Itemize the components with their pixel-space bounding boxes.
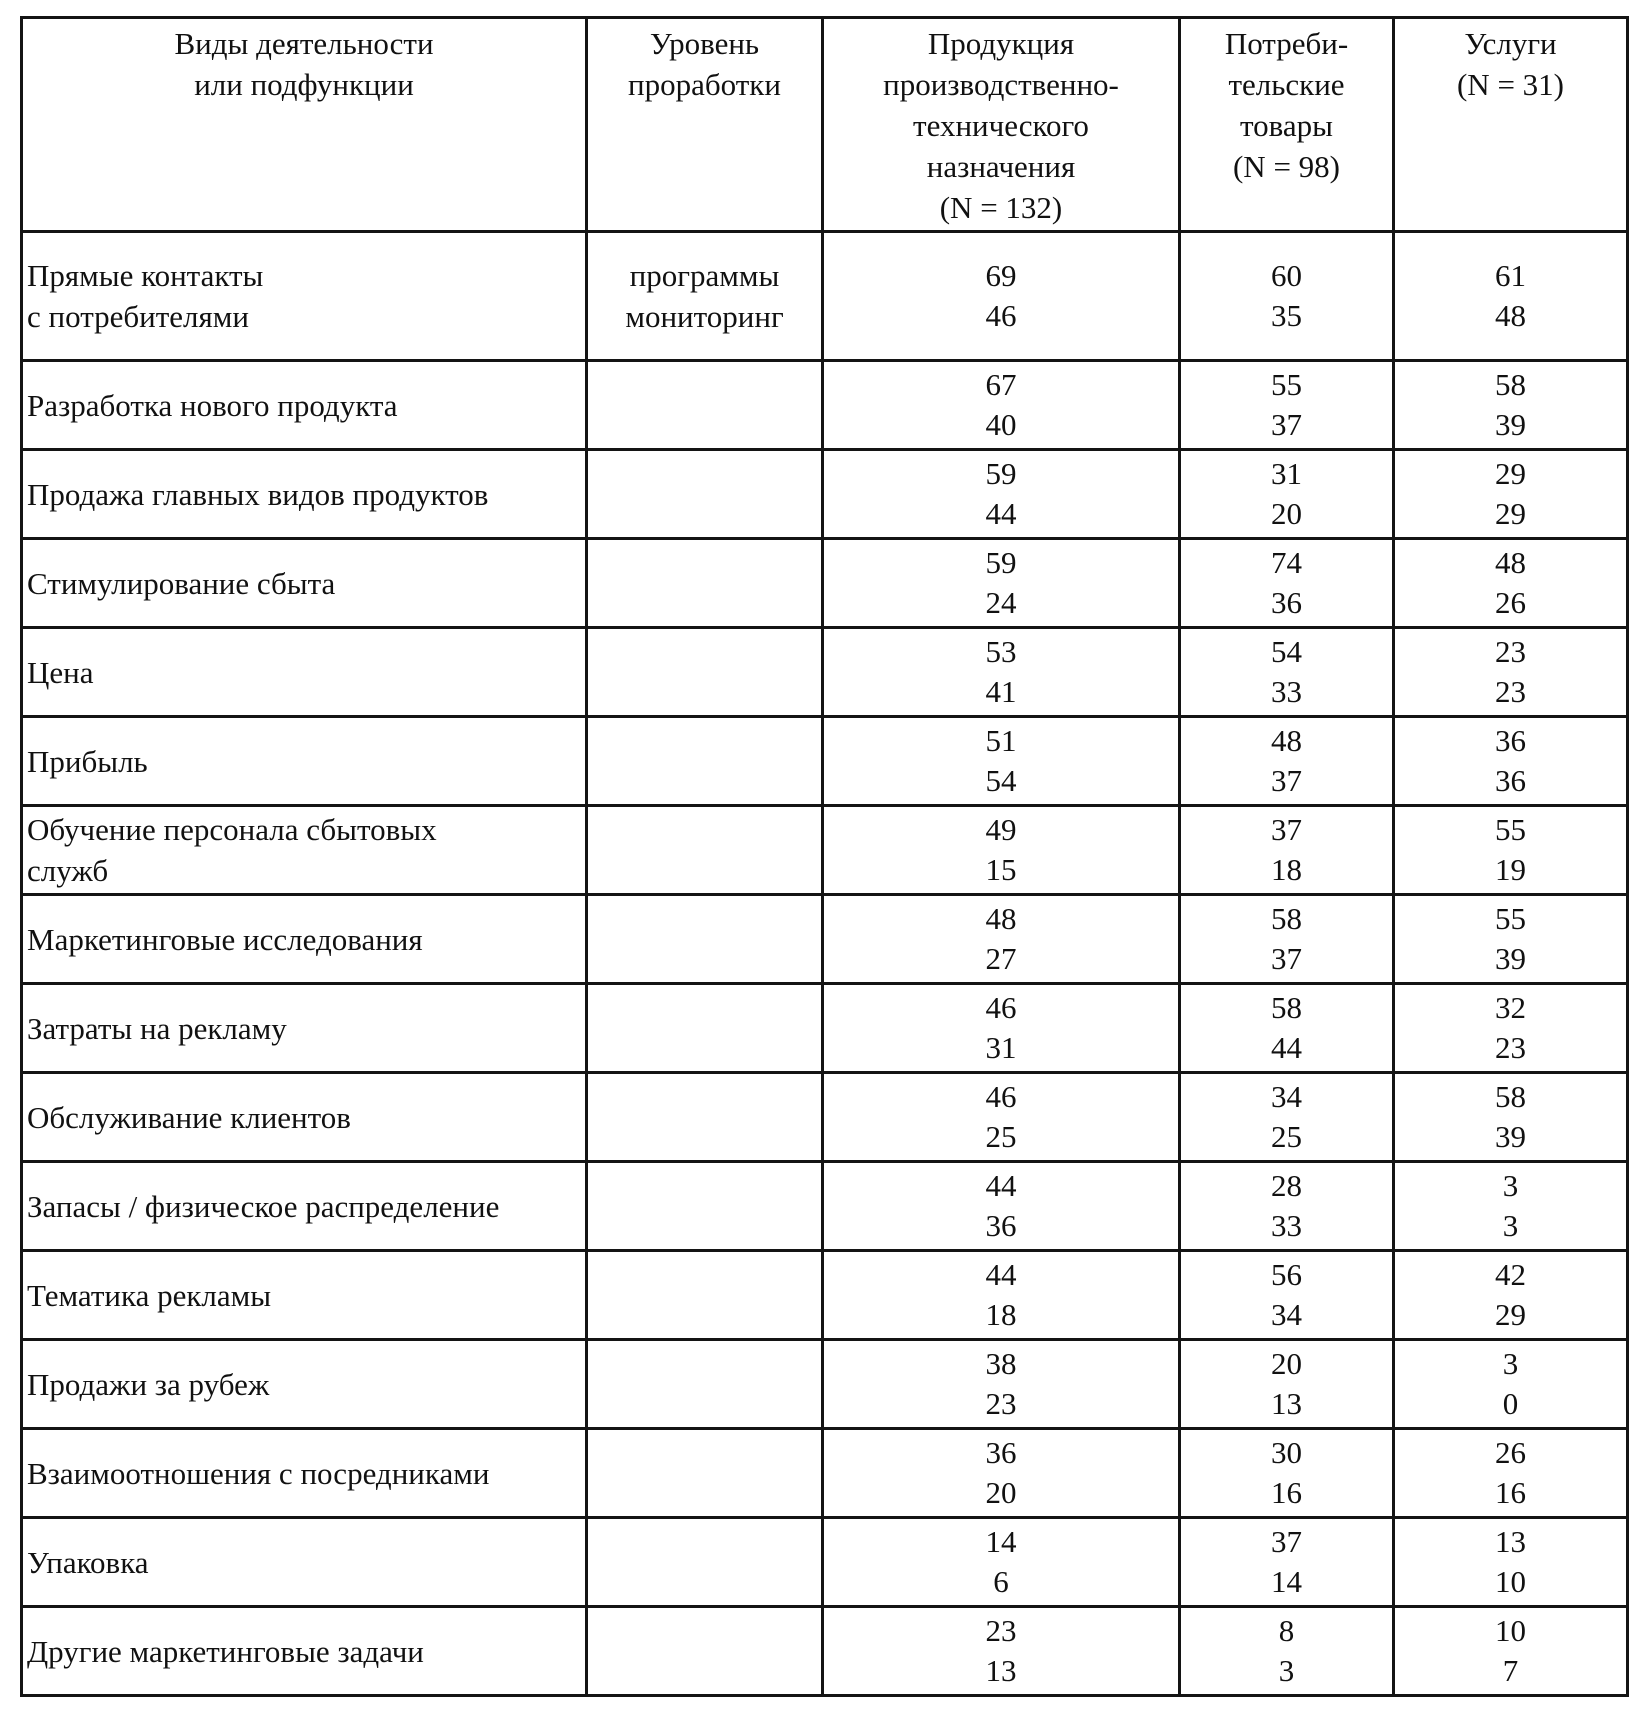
level-cell <box>587 361 823 450</box>
services-cell <box>1394 450 1628 539</box>
industrial-monitoring-value: 25 <box>985 1119 1017 1154</box>
activity-cell: Разработка нового продукта <box>22 361 587 450</box>
services-monitoring-value: 23 <box>1495 1030 1526 1065</box>
header-activity: Виды деятельности или подфункции <box>22 18 587 232</box>
services-monitoring-value: 48 <box>1495 298 1526 333</box>
industrial-cell <box>823 361 1180 450</box>
industrial-monitoring-value: 23 <box>985 1386 1017 1421</box>
consumer-cell <box>1180 1340 1394 1429</box>
services-programs-value: 36 <box>1495 723 1526 758</box>
services-cell <box>1394 1162 1628 1251</box>
industrial-monitoring-value: 54 <box>985 763 1017 798</box>
level-cell <box>587 984 823 1073</box>
activity-cell: Стимулирование сбыта <box>22 539 587 628</box>
consumer-monitoring-value: 37 <box>1271 407 1302 442</box>
header-services: Услуги (N = 31) <box>1394 18 1628 232</box>
consumer-cell <box>1180 1251 1394 1340</box>
consumer-programs-value: 60 <box>1271 258 1302 293</box>
header-industrial-products: Продукция производственно- технического назначения (N = 132) <box>823 18 1180 232</box>
industrial-cell <box>823 806 1180 895</box>
industrial-programs-value: 36 <box>985 1435 1017 1470</box>
consumer-programs-value: 20 <box>1271 1346 1302 1381</box>
services-monitoring-value: 16 <box>1495 1475 1526 1510</box>
consumer-cell <box>1180 1073 1394 1162</box>
header-consumer-goods: Потреби- тельские товары (N = 98) <box>1180 18 1394 232</box>
level-cell <box>587 628 823 717</box>
table-row <box>22 717 1628 806</box>
consumer-cell <box>1180 984 1394 1073</box>
services-programs-value: 23 <box>1495 634 1526 669</box>
table-row <box>22 1518 1628 1607</box>
services-programs-value: 55 <box>1495 901 1526 936</box>
table-row <box>22 628 1628 717</box>
consumer-monitoring-value: 20 <box>1271 496 1302 531</box>
consumer-monitoring-value: 14 <box>1271 1564 1302 1599</box>
industrial-monitoring-value: 18 <box>985 1297 1017 1332</box>
consumer-programs-value: 8 <box>1278 1613 1295 1648</box>
services-monitoring-value: 39 <box>1495 941 1526 976</box>
level-cell <box>587 1340 823 1429</box>
services-monitoring-value: 23 <box>1495 674 1526 709</box>
services-cell <box>1394 539 1628 628</box>
services-cell <box>1394 361 1628 450</box>
services-monitoring-value: 39 <box>1495 407 1526 442</box>
consumer-monitoring-value: 18 <box>1271 852 1302 887</box>
services-cell <box>1394 1518 1628 1607</box>
activity-cell: Упаковка <box>22 1518 587 1607</box>
services-cell <box>1394 232 1628 361</box>
services-programs-value: 58 <box>1495 1079 1526 1114</box>
activity-cell: Запасы / физическое распределение <box>22 1162 587 1251</box>
industrial-monitoring-value: 24 <box>985 585 1017 620</box>
services-monitoring-value: 10 <box>1495 1564 1526 1599</box>
services-programs-value: 61 <box>1495 258 1526 293</box>
services-cell <box>1394 806 1628 895</box>
consumer-cell <box>1180 1162 1394 1251</box>
consumer-programs-value: 74 <box>1271 545 1302 580</box>
industrial-monitoring-value: 15 <box>985 852 1017 887</box>
services-cell <box>1394 1340 1628 1429</box>
consumer-monitoring-value: 37 <box>1271 941 1302 976</box>
level-cell <box>587 1607 823 1696</box>
level-cell <box>587 1162 823 1251</box>
level-cell <box>587 1518 823 1607</box>
industrial-cell <box>823 717 1180 806</box>
level-cell <box>587 1429 823 1518</box>
industrial-monitoring-value: 31 <box>985 1030 1017 1065</box>
industrial-monitoring-value: 36 <box>985 1208 1017 1243</box>
industrial-programs-value: 46 <box>985 1079 1017 1114</box>
activity-cell: Продажи за рубеж <box>22 1340 587 1429</box>
industrial-cell <box>823 984 1180 1073</box>
services-cell <box>1394 628 1628 717</box>
industrial-monitoring-value: 40 <box>985 407 1017 442</box>
industrial-cell <box>823 1251 1180 1340</box>
consumer-programs-value: 37 <box>1271 812 1302 847</box>
services-monitoring-value: 0 <box>1502 1386 1519 1421</box>
industrial-monitoring-value: 27 <box>985 941 1017 976</box>
activity-cell: Прямые контакты с потребителями <box>22 232 587 361</box>
services-programs-value: 42 <box>1495 1257 1526 1292</box>
consumer-monitoring-value: 44 <box>1271 1030 1302 1065</box>
consumer-programs-value: 28 <box>1271 1168 1302 1203</box>
table-row <box>22 806 1628 895</box>
level-cell <box>587 1251 823 1340</box>
consumer-cell <box>1180 361 1394 450</box>
table-row <box>22 1073 1628 1162</box>
industrial-cell <box>823 232 1180 361</box>
services-monitoring-value: 36 <box>1495 763 1526 798</box>
services-programs-value: 10 <box>1495 1613 1526 1648</box>
consumer-cell <box>1180 1429 1394 1518</box>
marketing-activities-table <box>20 16 1629 1697</box>
industrial-programs-value: 44 <box>985 1257 1017 1292</box>
table-row <box>22 1607 1628 1696</box>
table-body <box>22 232 1628 1696</box>
activity-cell: Обучение персонала сбытовых служб <box>22 806 587 895</box>
table-row <box>22 984 1628 1073</box>
industrial-programs-value: 48 <box>985 901 1017 936</box>
industrial-cell <box>823 628 1180 717</box>
services-programs-value: 13 <box>1495 1524 1526 1559</box>
activity-cell: Цена <box>22 628 587 717</box>
consumer-programs-value: 54 <box>1271 634 1302 669</box>
industrial-programs-value: 53 <box>985 634 1017 669</box>
consumer-programs-value: 30 <box>1271 1435 1302 1470</box>
industrial-cell <box>823 539 1180 628</box>
consumer-cell <box>1180 450 1394 539</box>
level-cell <box>587 450 823 539</box>
table-row <box>22 361 1628 450</box>
services-cell <box>1394 984 1628 1073</box>
table-row <box>22 232 1628 361</box>
table-row <box>22 539 1628 628</box>
activity-cell: Прибыль <box>22 717 587 806</box>
industrial-programs-value: 69 <box>985 258 1017 293</box>
activity-cell: Маркетинговые исследования <box>22 895 587 984</box>
consumer-programs-value: 56 <box>1271 1257 1302 1292</box>
consumer-monitoring-value: 3 <box>1278 1653 1295 1688</box>
industrial-cell <box>823 1518 1180 1607</box>
industrial-monitoring-value: 44 <box>985 496 1017 531</box>
services-programs-value: 55 <box>1495 812 1526 847</box>
consumer-cell <box>1180 1518 1394 1607</box>
services-monitoring-value: 26 <box>1495 585 1526 620</box>
level-cell <box>587 539 823 628</box>
industrial-programs-value: 51 <box>985 723 1017 758</box>
level-cell <box>587 806 823 895</box>
industrial-monitoring-value: 13 <box>985 1653 1017 1688</box>
activity-cell: Обслуживание клиентов <box>22 1073 587 1162</box>
services-programs-value: 58 <box>1495 367 1526 402</box>
header-level: Уровень проработки <box>587 18 823 232</box>
consumer-programs-value: 34 <box>1271 1079 1302 1114</box>
consumer-cell <box>1180 806 1394 895</box>
consumer-monitoring-value: 35 <box>1271 298 1302 333</box>
industrial-cell <box>823 450 1180 539</box>
consumer-cell <box>1180 539 1394 628</box>
industrial-programs-value: 59 <box>985 545 1017 580</box>
table-row <box>22 895 1628 984</box>
consumer-cell <box>1180 628 1394 717</box>
services-cell <box>1394 895 1628 984</box>
table-row <box>22 450 1628 539</box>
services-monitoring-value: 7 <box>1502 1653 1519 1688</box>
consumer-monitoring-value: 33 <box>1271 1208 1302 1243</box>
consumer-monitoring-value: 36 <box>1271 585 1302 620</box>
services-cell <box>1394 1073 1628 1162</box>
table-row <box>22 1251 1628 1340</box>
consumer-programs-value: 55 <box>1271 367 1302 402</box>
consumer-programs-value: 31 <box>1271 456 1302 491</box>
services-cell <box>1394 1251 1628 1340</box>
consumer-monitoring-value: 16 <box>1271 1475 1302 1510</box>
consumer-monitoring-value: 34 <box>1271 1297 1302 1332</box>
activity-cell: Тематика рекламы <box>22 1251 587 1340</box>
industrial-programs-value: 67 <box>985 367 1017 402</box>
consumer-programs-value: 58 <box>1271 901 1302 936</box>
services-programs-value: 32 <box>1495 990 1526 1025</box>
industrial-cell <box>823 1340 1180 1429</box>
services-cell <box>1394 717 1628 806</box>
services-monitoring-value: 29 <box>1495 1297 1526 1332</box>
consumer-monitoring-value: 33 <box>1271 674 1302 709</box>
services-cell <box>1394 1429 1628 1518</box>
services-monitoring-value: 29 <box>1495 496 1526 531</box>
services-programs-value: 29 <box>1495 456 1526 491</box>
industrial-programs-value: 38 <box>985 1346 1017 1381</box>
industrial-programs-value: 59 <box>985 456 1017 491</box>
table-row <box>22 1340 1628 1429</box>
consumer-programs-value: 48 <box>1271 723 1302 758</box>
level-cell <box>587 895 823 984</box>
services-programs-value: 48 <box>1495 545 1526 580</box>
services-programs-value: 26 <box>1495 1435 1526 1470</box>
services-cell <box>1394 1607 1628 1696</box>
services-monitoring-value: 39 <box>1495 1119 1526 1154</box>
industrial-programs-value: 46 <box>985 990 1017 1025</box>
consumer-cell <box>1180 1607 1394 1696</box>
industrial-programs-value: 49 <box>985 812 1017 847</box>
level-cell <box>587 1073 823 1162</box>
services-monitoring-value: 3 <box>1502 1208 1519 1243</box>
industrial-cell <box>823 1607 1180 1696</box>
table-row <box>22 1162 1628 1251</box>
level-cell <box>587 717 823 806</box>
consumer-cell <box>1180 232 1394 361</box>
industrial-monitoring-value: 41 <box>985 674 1017 709</box>
consumer-cell <box>1180 717 1394 806</box>
activity-cell: Взаимоотношения с посредниками <box>22 1429 587 1518</box>
activity-cell: Продажа главных видов продуктов <box>22 450 587 539</box>
industrial-programs-value: 44 <box>985 1168 1017 1203</box>
services-programs-value: 3 <box>1502 1346 1519 1381</box>
services-programs-value: 3 <box>1502 1168 1519 1203</box>
industrial-monitoring-value: 46 <box>985 298 1017 333</box>
header-row <box>22 18 1628 232</box>
services-monitoring-value: 19 <box>1495 852 1526 887</box>
activity-cell: Другие маркетинговые задачи <box>22 1607 587 1696</box>
consumer-cell <box>1180 895 1394 984</box>
industrial-cell <box>823 895 1180 984</box>
table-row <box>22 1429 1628 1518</box>
consumer-monitoring-value: 13 <box>1271 1386 1302 1421</box>
consumer-monitoring-value: 37 <box>1271 763 1302 798</box>
level-cell: программы мониторинг <box>587 232 823 361</box>
industrial-cell <box>823 1162 1180 1251</box>
consumer-monitoring-value: 25 <box>1271 1119 1302 1154</box>
industrial-programs-value: 14 <box>985 1524 1017 1559</box>
industrial-cell <box>823 1429 1180 1518</box>
consumer-programs-value: 37 <box>1271 1524 1302 1559</box>
consumer-programs-value: 58 <box>1271 990 1302 1025</box>
industrial-cell <box>823 1073 1180 1162</box>
activity-cell: Затраты на рекламу <box>22 984 587 1073</box>
industrial-monitoring-value: 6 <box>993 1564 1009 1599</box>
industrial-programs-value: 23 <box>985 1613 1017 1648</box>
industrial-monitoring-value: 20 <box>985 1475 1017 1510</box>
